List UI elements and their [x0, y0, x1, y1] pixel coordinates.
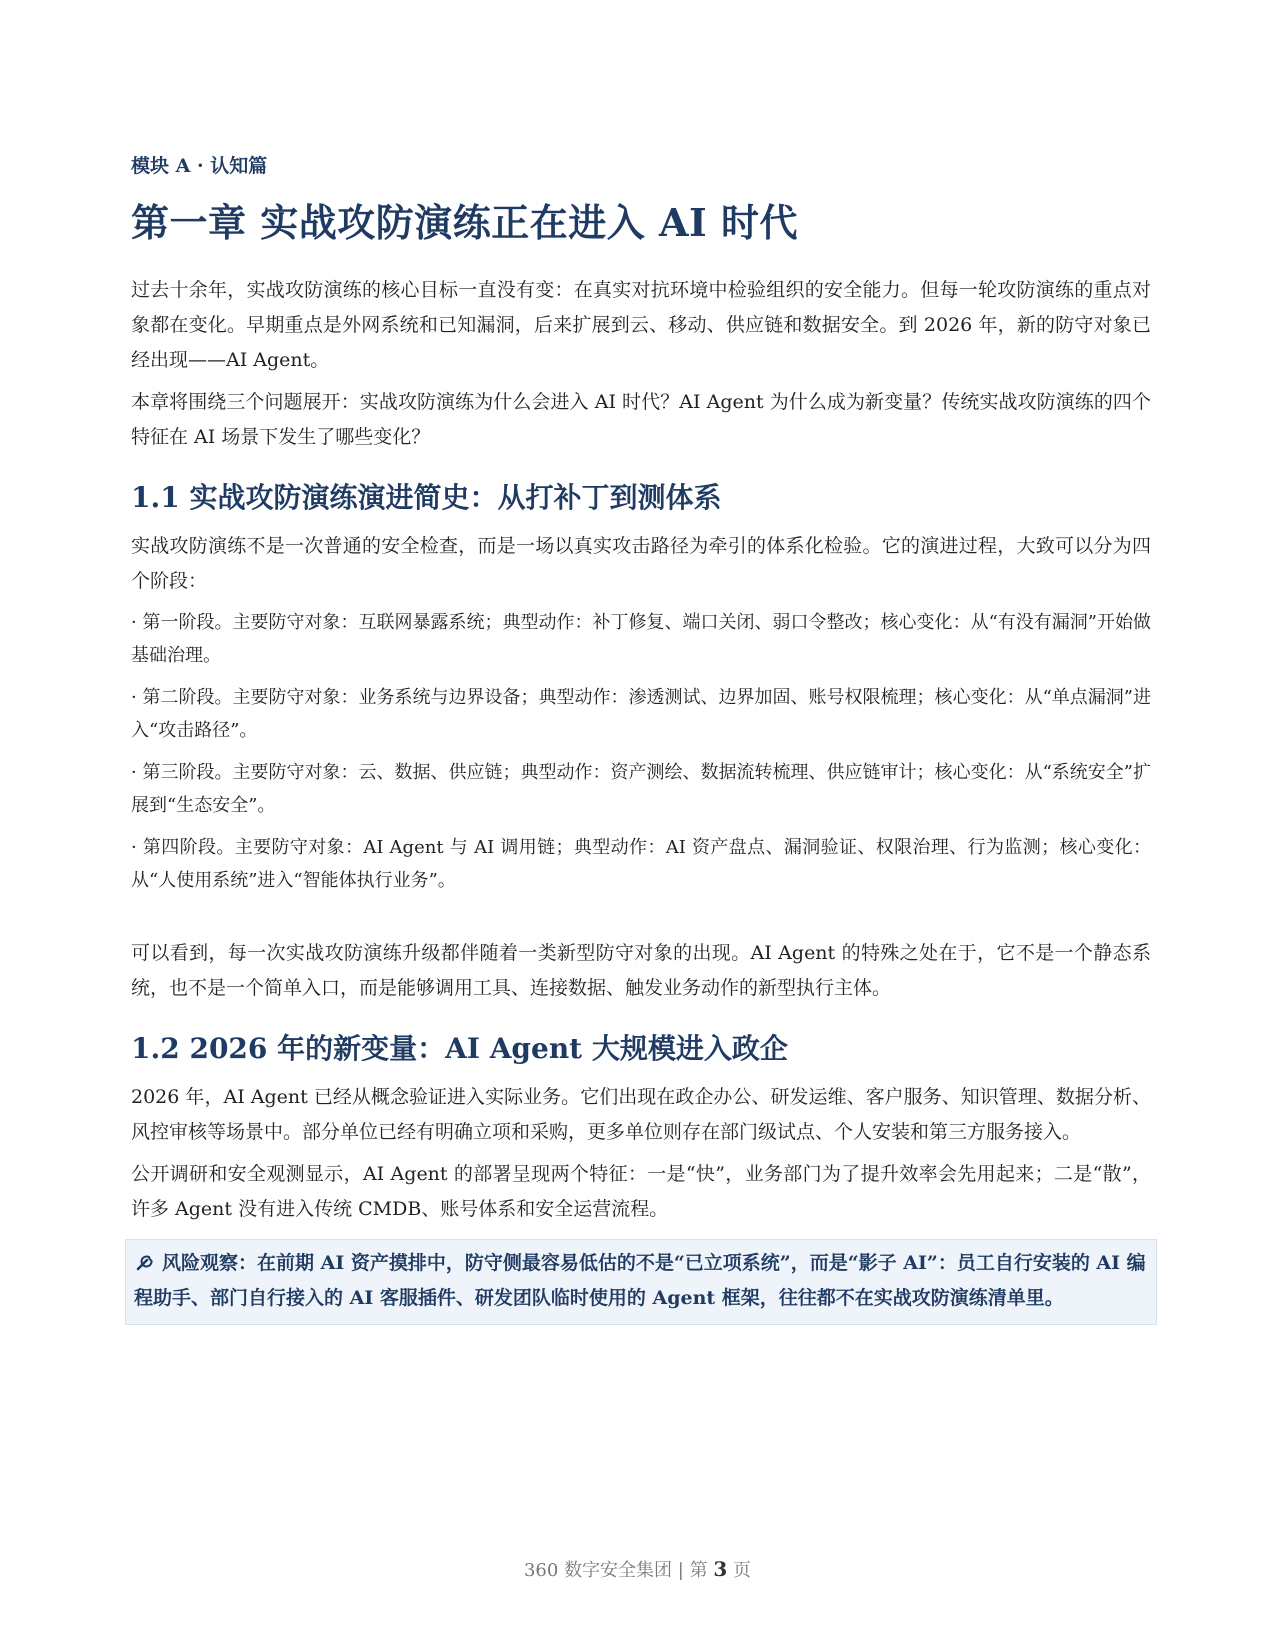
risk-callout [125, 1239, 1157, 1325]
intro-paragraph-2: 本章将围绕三个问题展开：实战攻防演练为什么会进入 AI 时代？AI Agent 为什么成为新变量？传统实战攻防演练的四个特征在 AI 场景下发生了哪些变化？ [131, 391, 1151, 449]
footer-separator: | [677, 1560, 684, 1581]
stage-item-3: · 第三阶段。主要防守对象：云、数据、供应链；典型动作：资产测绘、数据流转梳理、供应链审计；核心变化：从“系统安全”扩展到“生态安全”。 [131, 762, 1151, 817]
stage-list [131, 606, 1151, 897]
section-1-intro: 实战攻防演练不是一次普通的安全检查，而是一场以真实攻击路径为牵引的体系化检验。它的演进过程，大致可以分为四个阶段： [131, 535, 1151, 593]
footer-page-prefix: 第 [689, 1560, 708, 1581]
page-content [131, 155, 1151, 1325]
wrench-icon [134, 1249, 158, 1271]
chapter-title: 第一章 实战攻防演练正在进入 AI 时代 [131, 199, 798, 245]
section-2-paragraph-1: 2026 年，AI Agent 已经从概念验证进入实际业务。它们出现在政企办公、研发运维、客户服务、知识管理、数据分析、风控审核等场景中。部分单位已经有明确立项和采购，更多单位则存在部门级试点、个人安装和第三方服务接入。 [131, 1086, 1151, 1144]
stage-item-1: · 第一阶段。主要防守对象：互联网暴露系统；典型动作：补丁修复、端口关闭、弱口令整改；核心变化：从“有没有漏洞”开始做基础治理。 [131, 612, 1151, 667]
callout-text: 风险观察：在前期 AI 资产摸排中，防守侧最容易低估的不是“已立项系统”，而是“影子 AI”：员工自行安装的 AI 编程助手、部门自行接入的 AI 客服插件、研发团队临时使用的 Agent 框架，往往都不在实战攻防演练清单里。 [134, 1252, 1146, 1310]
footer-page-suffix: 页 [733, 1560, 751, 1581]
section-2-paragraph-2: 公开调研和安全观测显示，AI Agent 的部署呈现两个特征：一是“快”，业务部门为了提升效率会先用起来；二是“散”，许多 Agent 没有进入传统 CMDB、账号体系和安全运营流程。 [131, 1163, 1151, 1221]
footer-org: 360 数字安全集团 [523, 1560, 673, 1581]
intro-paragraph-1: 过去十余年，实战攻防演练的核心目标一直没有变：在真实对抗环境中检验组织的安全能力。但每一轮攻防演练的重点对象都在变化。早期重点是外网系统和已知漏洞，后来扩展到云、移动、供应链和数据安全。到 2026 年，新的防守对象已经出现——AI Agent。 [131, 279, 1151, 372]
stage-item-2: · 第二阶段。主要防守对象：业务系统与边界设备；典型动作：渗透测试、边界加固、账号权限梳理；核心变化：从“单点漏洞”进入“攻击路径”。 [131, 687, 1151, 742]
module-label: 模块 A · 认知篇 [131, 155, 268, 177]
page-number: 3 [713, 1557, 728, 1581]
page-footer [0, 1556, 1275, 1582]
stage-item-4: · 第四阶段。主要防守对象：AI Agent 与 AI 调用链；典型动作：AI 资产盘点、漏洞验证、权限治理、行为监测；核心变化：从“人使用系统”进入“智能体执行业务”。 [131, 837, 1151, 892]
section-1-conclusion: 可以看到，每一次实战攻防演练升级都伴随着一类新型防守对象的出现。AI Agent 的特殊之处在于，它不是一个静态系统，也不是一个简单入口，而是能够调用工具、连接数据、触发业务动作的新型执行主体。 [131, 942, 1151, 1000]
section-2-title: 1.2 2026 年的新变量：AI Agent 大规模进入政企 [131, 1032, 788, 1066]
section-1-title: 1.1 实战攻防演练演进简史：从打补丁到测体系 [131, 481, 722, 515]
spacer [131, 906, 1151, 936]
